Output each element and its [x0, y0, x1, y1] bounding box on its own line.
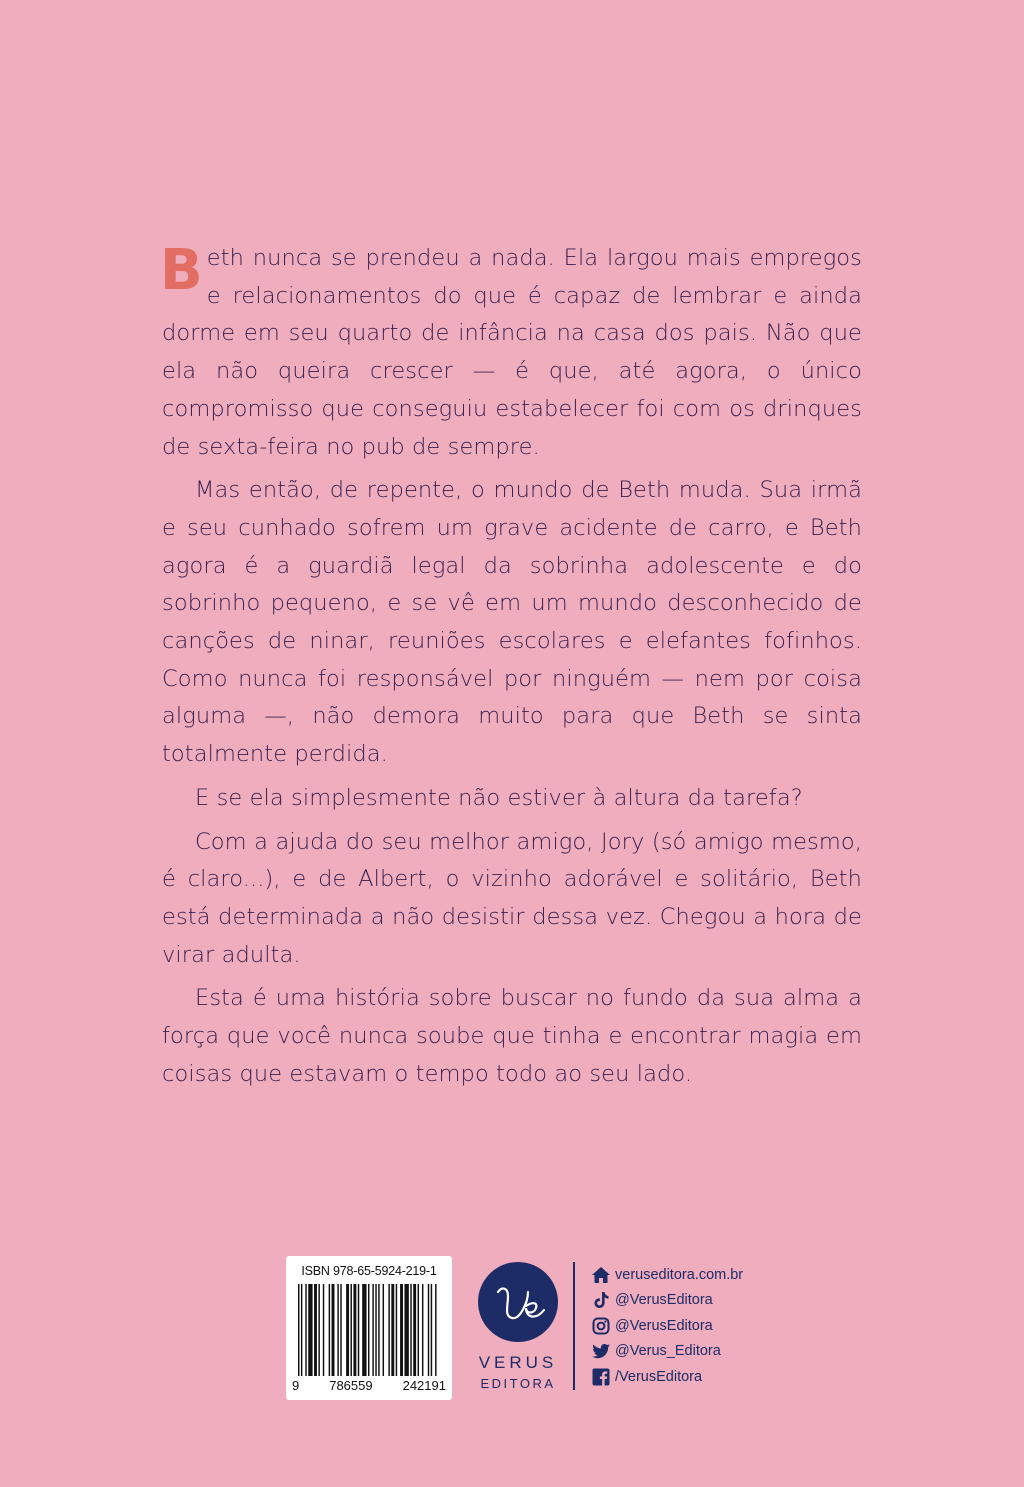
- tiktok-icon: [591, 1290, 611, 1310]
- social-link-website[interactable]: [591, 1262, 791, 1288]
- social-link-label: @Verus_Editora: [615, 1343, 721, 1360]
- isbn-label: ISBN 978-65-5924-219-1: [301, 1264, 437, 1278]
- dropcap-letter: B: [160, 238, 203, 303]
- publisher-monogram-icon: [478, 1262, 558, 1342]
- barcode-bar: [358, 1284, 359, 1376]
- home-icon: [591, 1265, 611, 1285]
- blurb-paragraph-2: Mas então, de repente, o mundo de Beth muda. Sua irmã e seu cunhado sofrem um grave acidente de carro, e Beth agora é a guardiã legal da sobrinha adolescente e do sobrinho pequeno, e se vê em um mundo desconhecido de canções de ninar, reuniões escolares e elefantes fofinhos. Como nunca foi responsável por ninguém — nem por coisa alguma —, não demora muito para que Beth se sinta totalmente perdida.: [162, 477, 862, 768]
- barcode-bar: [378, 1284, 379, 1376]
- barcode-bar: [314, 1284, 317, 1376]
- barcode-bar: [340, 1284, 341, 1376]
- barcode-bar: [318, 1284, 319, 1376]
- barcode-bar: [353, 1284, 356, 1376]
- barcode-bar: [422, 1284, 423, 1376]
- barcode-bar: [346, 1284, 349, 1376]
- barcode-bar: [332, 1284, 335, 1376]
- social-links: [591, 1262, 791, 1390]
- barcode-bar: [396, 1284, 397, 1376]
- barcode-bar: [362, 1284, 366, 1376]
- blurb-paragraph-5: Esta é uma história sobre buscar no fundo da sua alma a força que você nunca soube que tinha e encontrar magia em coisas que estavam o tempo todo ao seu lado.: [162, 985, 862, 1087]
- twitter-icon: [591, 1341, 611, 1361]
- blurb-paragraph-4: Com a ajuda do seu melhor amigo, Jory (só amigo mesmo, é claro...), e de Albert, o vizinho adorável e solitário, Beth está determinada a não desistir dessa vez. Chegou a hora de virar adulta.: [162, 828, 862, 968]
- blurb-paragraph-3: E se ela simplesmente não estiver à altura da tarefa?: [195, 784, 803, 811]
- social-link-label: @VerusEditora: [615, 1292, 713, 1309]
- back-cover-blurb: [162, 240, 862, 1099]
- social-link-instagram[interactable]: [591, 1313, 791, 1339]
- publisher-logo: [478, 1262, 558, 1342]
- facebook-icon: [591, 1367, 611, 1387]
- barcode-digit-group-2: 786559: [329, 1378, 373, 1393]
- barcode-bar: [410, 1284, 411, 1376]
- barcode-bars: [298, 1284, 438, 1376]
- blurb-paragraph-1-text: eth nunca se prendeu a nada. Ela largou mais empregos e relacionamentos do que é capaz de lembrar e ainda dorme em seu quarto de infância na casa dos pais. Não que ela não queira crescer — é que, até agora, o único compromisso que conseguiu estabelecer foi com os drinques de sexta-feira no pub de sempre.: [162, 245, 862, 460]
- barcode-bar: [372, 1284, 373, 1376]
- barcode-bar: [301, 1284, 302, 1376]
- barcode-bar: [305, 1284, 306, 1376]
- barcode-bar: [323, 1284, 324, 1376]
- social-link-tiktok[interactable]: [591, 1288, 791, 1314]
- barcode-bar: [375, 1284, 376, 1376]
- barcode-bar: [351, 1284, 352, 1376]
- logo-divider: [573, 1262, 575, 1390]
- barcode-bar: [400, 1284, 403, 1376]
- social-link-facebook[interactable]: [591, 1364, 791, 1390]
- barcode-digits: [292, 1378, 446, 1393]
- social-link-label: /VerusEditora: [615, 1368, 703, 1385]
- isbn-barcode: [286, 1256, 452, 1400]
- publisher-subname: EDITORA: [480, 1376, 556, 1391]
- publisher-name: VERUS: [478, 1353, 558, 1372]
- barcode-bar: [368, 1284, 369, 1376]
- barcode-bar: [298, 1284, 299, 1376]
- barcode-digit-group-1: 9: [292, 1378, 300, 1393]
- barcode-bar: [329, 1284, 330, 1376]
- social-link-label: @VerusEditora: [615, 1317, 713, 1334]
- barcode-bar: [383, 1284, 384, 1376]
- barcode-bar: [308, 1284, 312, 1376]
- barcode-digit-group-3: 242191: [402, 1378, 446, 1393]
- barcode-bar: [391, 1284, 394, 1376]
- barcode-bar: [435, 1284, 436, 1376]
- barcode-bar: [418, 1284, 419, 1376]
- barcode-bar: [413, 1284, 416, 1376]
- barcode-bar: [337, 1284, 338, 1376]
- barcode-bar: [428, 1284, 429, 1376]
- blurb-paragraph-1: [162, 240, 862, 466]
- barcode-bar: [388, 1284, 389, 1376]
- social-link-label: veruseditora.com.br: [615, 1266, 744, 1283]
- social-link-twitter[interactable]: [591, 1339, 791, 1365]
- barcode-bar: [431, 1284, 432, 1376]
- barcode-bar: [404, 1284, 408, 1376]
- instagram-icon: [591, 1316, 611, 1336]
